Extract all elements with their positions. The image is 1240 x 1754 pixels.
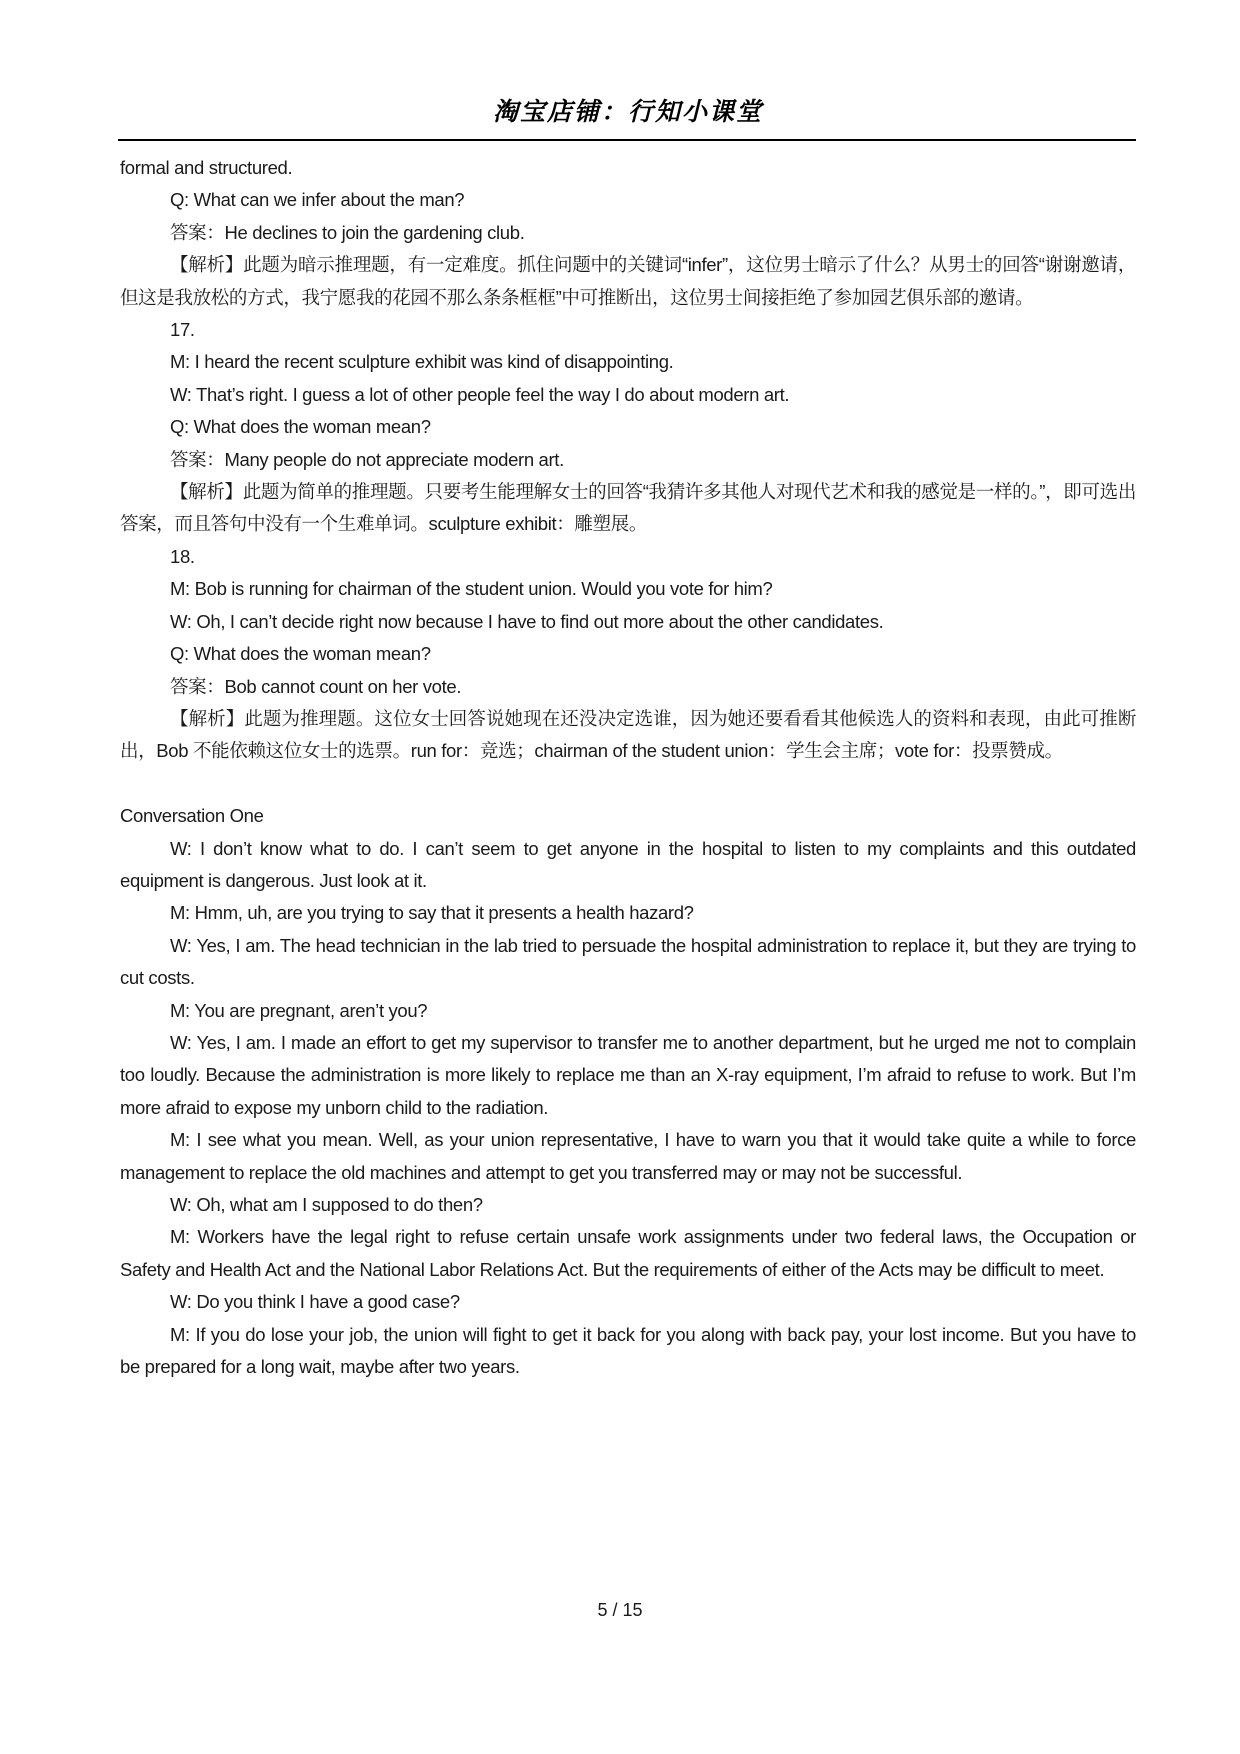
blank-line: [120, 768, 1136, 800]
paragraph: M: I heard the recent sculpture exhibit was kind of disappointing.: [170, 351, 674, 373]
page-number: 5 / 15: [597, 1600, 643, 1620]
paragraph: M: If you do lose your job, the union will fight to get it back for you along with back pay, your lost income. But you have to be prepared for a long wait, maybe after two years.: [120, 1323, 1136, 1378]
paragraph: 【解析】此题为推理题。这位女士回答说她现在还没决定选谁，因为她还要看看其他候选人的资料和表现，由此可推断出，Bob 不能依赖这位女士的选票。run for：竞选；chairman of the student union：学生会主席；vote for：投票赞成。: [120, 707, 1136, 762]
paragraph: Q: What can we infer about the man?: [170, 189, 465, 211]
paragraph: 答案：Bob cannot count on her vote.: [170, 675, 462, 697]
paragraph: 18.: [170, 545, 195, 567]
paragraph: 答案：He declines to join the gardening club.: [170, 221, 525, 243]
paragraph: 17.: [170, 319, 195, 341]
paragraph: formal and structured.: [120, 157, 293, 178]
document-body: [120, 152, 1136, 1383]
paragraph: W: Yes, I am. The head technician in the lab tried to persuade the hospital administration to replace it, but they are trying to cut costs.: [120, 934, 1136, 989]
paragraph: M: Hmm, uh, are you trying to say that it presents a health hazard?: [170, 902, 694, 924]
paragraph: 答案：Many people do not appreciate modern art.: [170, 448, 564, 470]
paragraph: M: You are pregnant, aren’t you?: [170, 999, 428, 1021]
paragraph: M: I see what you mean. Well, as your union representative, I have to warn you that it would take quite a while to force management to replace the old machines and attempt to get you transferred may or may not be successful.: [120, 1129, 1136, 1183]
paragraph: 【解析】此题为暗示推理题，有一定难度。抓住问题中的关键词“infer”，这位男士暗示了什么？从男士的回答“谢谢邀请，但这是我放松的方式，我宁愿我的花园不那么条条框框”中可推断出，这位男士间接拒绝了参加园艺俱乐部的邀请。: [120, 254, 1136, 308]
header-divider: [118, 139, 1136, 141]
paragraph: W: Yes, I am. I made an effort to get my supervisor to transfer me to another department, but he urged me not to complain too loudly. Because the administration is more likely to replace me than an X-ray equipment, I’m afraid to refuse to work. But I’m more afraid to expose my unborn child to the radiation.: [120, 1031, 1136, 1118]
paragraph: Conversation One: [120, 805, 264, 827]
paragraph: W: Oh, what am I supposed to do then?: [170, 1193, 483, 1215]
page-header-title: 淘宝店铺：行知小课堂: [492, 98, 763, 126]
paragraph: Q: What does the woman mean?: [170, 416, 431, 438]
paragraph: W: That’s right. I guess a lot of other people feel the way I do about modern art.: [170, 383, 790, 405]
paragraph: Q: What does the woman mean?: [170, 643, 431, 665]
paragraph: W: Oh, I can’t decide right now because I have to find out more about the other candidates.: [170, 610, 884, 632]
paragraph: M: Bob is running for chairman of the student union. Would you vote for him?: [170, 578, 773, 600]
paragraph: W: Do you think I have a good case?: [170, 1291, 460, 1313]
paragraph: 【解析】此题为简单的推理题。只要考生能理解女士的回答“我猜许多其他人对现代艺术和我的感觉是一样的。”，即可选出答案，而且答句中没有一个生难单词。sculpture exhibit：雕塑展。: [120, 481, 1136, 535]
paragraph: M: Workers have the legal right to refuse certain unsafe work assignments under two federal laws, the Occupation or Safety and Health Act and the National Labor Relations Act. But the requirements of either of the Acts may be difficult to meet.: [120, 1226, 1136, 1280]
paragraph: W: I don’t know what to do. I can’t seem to get anyone in the hospital to listen to my complaints and this outdated equipment is dangerous. Just look at it.: [120, 837, 1136, 891]
